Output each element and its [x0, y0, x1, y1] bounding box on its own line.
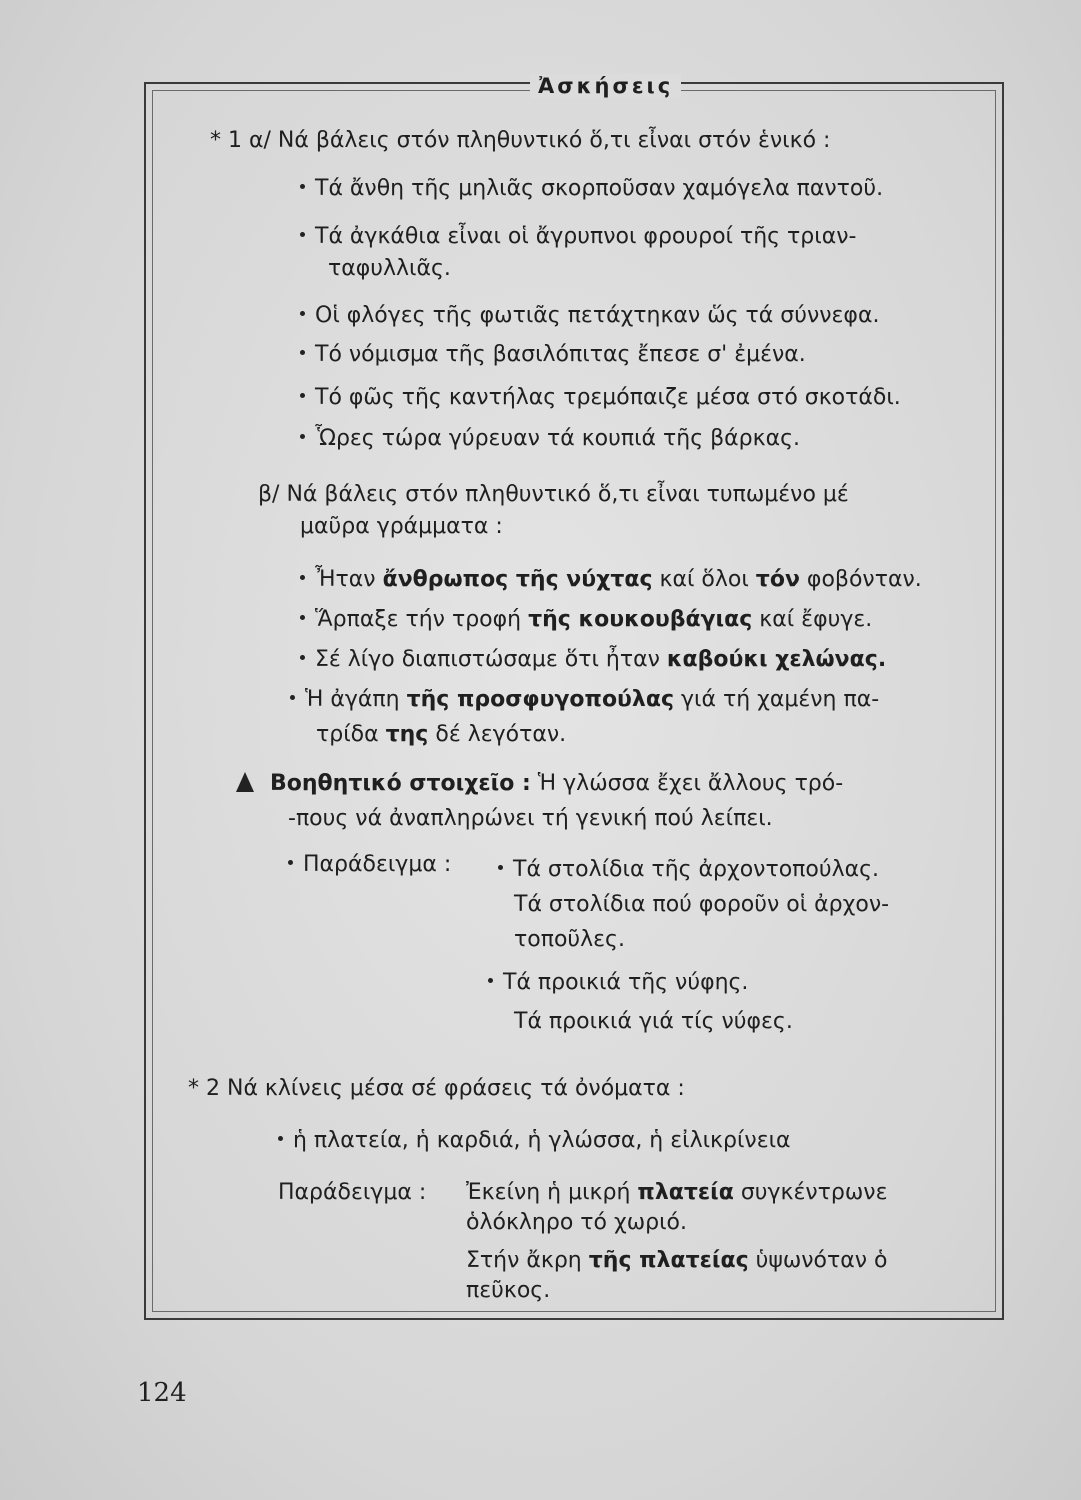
example-line: Τά προικιά τῆς νύφης.: [488, 970, 748, 996]
list-item: Τά ἀγκάθια εἶναι οἱ ἄγρυπνοι φρουροί τῆς τριαν-: [300, 224, 856, 250]
example-line: Στήν ἄκρη τῆς πλατείας ὑψωνόταν ὁ: [466, 1248, 888, 1273]
helper-note-cont: -πους νά ἀναπληρώνει τή γενική πού λείπει.: [288, 806, 773, 831]
list-item-continuation: ταφυλλιᾶς.: [328, 256, 451, 281]
noun-list: ἡ πλατεία, ἡ καρδιά, ἡ γλώσσα, ἡ εἰλικρίνεια: [278, 1128, 791, 1154]
list-item-continuation: τρίδα της δέ λεγόταν.: [316, 722, 567, 747]
example-line: ὁλόκληρο τό χωριό.: [466, 1210, 687, 1235]
list-item: Ὧρες τώρα γύρευαν τά κουπιά τῆς βάρκας.: [300, 426, 800, 452]
page-number: 124: [137, 1378, 187, 1408]
section-title: Ἀσκήσεις: [530, 74, 681, 98]
list-item: Τό φῶς τῆς καντήλας τρεμόπαιζε μέσα στό σκοτάδι.: [300, 385, 901, 411]
example-label: Παράδειγμα :: [278, 1180, 427, 1205]
exercise-1b-heading: β/ Νά βάλεις στόν πληθυντικό ὅ,τι εἶναι τυπωμένο μέ: [258, 482, 849, 507]
example-line: τοποῦλες.: [514, 927, 625, 952]
list-item: Τό νόμισμα τῆς βασιλόπιτας ἔπεσε σ' ἐμένα.: [300, 342, 806, 368]
list-item: Οἱ φλόγες τῆς φωτιᾶς πετάχτηκαν ὥς τά σύννεφα.: [300, 303, 879, 329]
helper-note: Βοηθητικό στοιχεῖο : Ἡ γλώσσα ἔχει ἄλλους τρό-: [236, 770, 843, 797]
list-item: Τά ἄνθη τῆς μηλιᾶς σκορποῦσαν χαμόγελα παντοῦ.: [300, 176, 883, 202]
exercise-2-heading: * 2 Νά κλίνεις μέσα σέ φράσεις τά ὀνόματα :: [188, 1076, 685, 1101]
list-item: Ἅρπαξε τήν τροφή τῆς κουκουβάγιας καί ἔφυγε.: [300, 607, 872, 633]
list-item: Σέ λίγο διαπιστώσαμε ὅτι ἦταν καβούκι χελώνας.: [300, 647, 886, 673]
list-item: Ἡ ἀγάπη τῆς προσφυγοπούλας γιά τή χαμένη πα-: [290, 687, 879, 713]
exercise-1b-heading-cont: μαῦρα γράμματα :: [300, 514, 503, 539]
example-line: Ἐκείνη ἡ μικρή πλατεία συγκέντρωνε: [466, 1180, 888, 1205]
triangle-icon: [236, 772, 254, 792]
example-line: Τά προικιά γιά τίς νύφες.: [514, 1009, 793, 1034]
exercise-1a-heading: * 1 α/ Νά βάλεις στόν πληθυντικό ὅ,τι εἶναι στόν ἑνικό :: [210, 128, 831, 153]
example-line: πεῦκος.: [466, 1278, 551, 1303]
example-label: Παράδειγμα :: [288, 852, 451, 878]
example-line: Τά στολίδια πού φοροῦν οἱ ἀρχον-: [514, 892, 890, 917]
example-line: Τά στολίδια τῆς ἀρχοντοπούλας.: [498, 857, 879, 883]
list-item: Ἦταν ἄνθρωπος τῆς νύχτας καί ὅλοι τόν φοβόνταν.: [300, 567, 922, 593]
